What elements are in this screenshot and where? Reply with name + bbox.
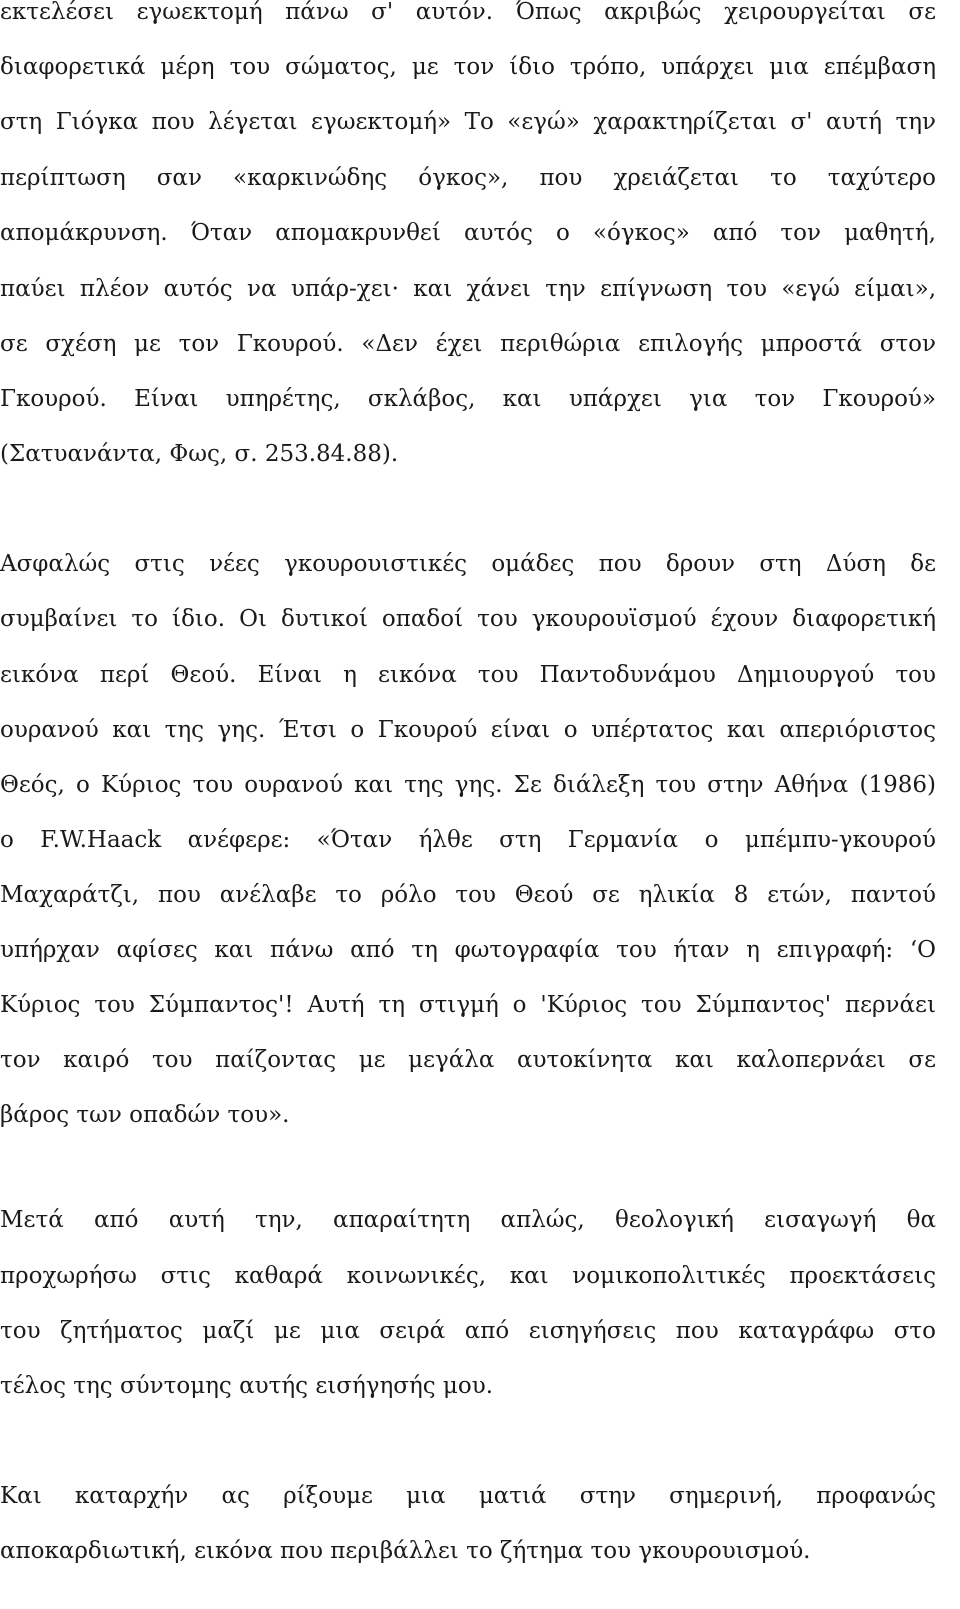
- text-line: βάρος των οπαδών του».: [0, 1102, 290, 1128]
- text-line: απομάκρυνση. Όταν απομακρυνθεί αυτός ο «όγκος» από τον μαθητή,: [0, 220, 936, 246]
- text-line: Θεός, ο Κύριος του ουρανού και της γης. Σε διάλεξη του στην Αθήνα (1986): [0, 772, 936, 798]
- text-line: ουρανού και της γης. Έτσι ο Γκουρού είναι ο υπέρτατος και απεριόριστος: [0, 717, 936, 743]
- text-line: προχωρήσω στις καθαρά κοινωνικές, και νομικοπολιτικές προεκτάσεις: [0, 1263, 936, 1289]
- text-line: εκτελέσει εγωεκτομή πάνω σ' αυτόν. Όπως ακριβώς χειρουργείται σε: [0, 0, 936, 25]
- text-line: Κύριος του Σύμπαντος'! Αυτή τη στιγμή ο 'Κύριος του Σύμπαντος' περνάει: [0, 992, 936, 1018]
- text-line: στη Γιόγκα που λέγεται εγωεκτομή» Το «εγώ» χαρακτηρίζεται σ' αυτή την: [0, 109, 936, 135]
- text-line: τον καιρό του παίζοντας με μεγάλα αυτοκίνητα και καλοπερνάει σε: [0, 1047, 936, 1073]
- text-line: τέλος της σύντομης αυτής εισήγησής μου.: [0, 1373, 494, 1399]
- text-line: περίπτωση σαν «καρκινώδης όγκος», που χρειάζεται το ταχύτερο: [0, 165, 936, 191]
- text-line: του ζητήματος μαζί με μια σειρά από εισηγήσεις που καταγράφω στο: [0, 1318, 936, 1344]
- text-line: Μετά από αυτή την, απαραίτητη απλώς, θεολογική εισαγωγή θα: [0, 1207, 936, 1233]
- text-line: (Σατυανάντα, Φως, σ. 253.84.88).: [0, 441, 399, 467]
- text-line: υπήρχαν αφίσες και πάνω από τη φωτογραφία του ήταν η επιγραφή: ‘Ο: [0, 937, 936, 963]
- text-line: Ασφαλώς στις νέες γκουρουιστικές ομάδες που δρουν στη Δύση δε: [0, 551, 936, 577]
- text-line: σε σχέση με τον Γκουρού. «Δεν έχει περιθώρια επιλογής μπροστά στον: [0, 331, 936, 357]
- text-line: Και καταρχήν ας ρίξουμε μια ματιά στην σημερινή, προφανώς: [0, 1483, 936, 1509]
- text-line: εικόνα περί Θεού. Είναι η εικόνα του Παντοδυνάμου Δημιουργού του: [0, 662, 936, 688]
- text-line: συμβαίνει το ίδιο. Οι δυτικοί οπαδοί του γκουρουϊσμού έχουν διαφορετική: [0, 606, 936, 632]
- text-line: Γκουρού. Είναι υπηρέτης, σκλάβος, και υπάρχει για τον Γκουρού»: [0, 386, 936, 412]
- text-line: Μαχαράτζι, που ανέλαβε το ρόλο του Θεού σε ηλικία 8 ετών, παντού: [0, 882, 936, 908]
- text-line: διαφορετικά μέρη του σώματος, με τον ίδιο τρόπο, υπάρχει μια επέμβαση: [0, 54, 936, 80]
- text-line: αποκαρδιωτική, εικόνα που περιβάλλει το ζήτημα του γκουρουισμού.: [0, 1538, 811, 1564]
- text-line: ο F.W.Haack ανέφερε: «Όταν ήλθε στη Γερμανία ο μπέμπυ-γκουρού: [0, 827, 936, 853]
- text-line: παύει πλέον αυτός να υπάρ-χει· και χάνει την επίγνωση του «εγώ είμαι»,: [0, 276, 936, 302]
